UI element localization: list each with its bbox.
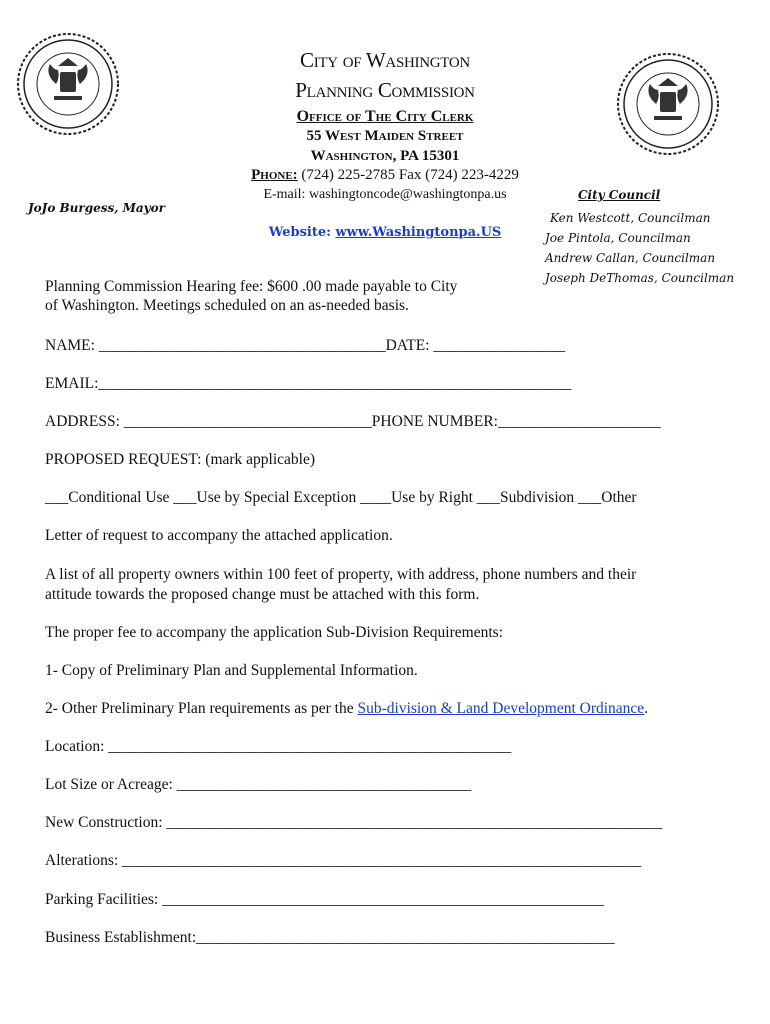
lot-size-field[interactable]: Lot Size or Acreage: ______________________________________ (45, 776, 472, 793)
alterations-field[interactable]: Alterations: ___________________________________________________________________ (45, 852, 642, 869)
city-seal-left (14, 30, 122, 138)
business-field[interactable]: Business Establishment:______________________________________________________ (45, 929, 615, 946)
street-address: 55 West Maiden Street (306, 128, 464, 144)
website-line (200, 225, 570, 240)
website-link[interactable]: www.Washingtonpa.US (335, 225, 502, 240)
fee-requirement: The proper fee to accompany the application Sub-Division Requirements: (45, 624, 503, 641)
letter-requirement: Letter of request to accompany the attached application. (45, 527, 393, 544)
owners-list-line-2: attitude towards the proposed change must be attached with this form. (45, 586, 480, 603)
fee-line-1: Planning Commission Hearing fee: $600 .00 made payable to City (45, 278, 458, 295)
phone-value: (724) 225-2785 Fax (724) 223-4229 (297, 167, 519, 183)
city-address: Washington, PA 15301 (310, 148, 460, 164)
mayor-name: JoJo Burgess, Mayor (28, 201, 165, 215)
parking-field[interactable]: Parking Facilities: _________________________________________________________ (45, 891, 604, 908)
office-name: Office of The City Clerk (296, 108, 474, 125)
location-field[interactable]: Location: ____________________________________________________ (45, 738, 512, 755)
name-date-field[interactable]: NAME: _____________________________________DATE: _________________ (45, 337, 566, 354)
new-construction-field[interactable]: New Construction: ________________________________________________________________ (45, 814, 663, 831)
ordinance-link[interactable]: Sub-division & Land Development Ordinance (357, 700, 645, 717)
council-member: Andrew Callan, Councilman (545, 251, 716, 265)
title-line-1: City of Washington (300, 48, 470, 72)
item-2-period: . (644, 700, 649, 717)
phone-label: Phone: (251, 167, 298, 183)
address-phone-field[interactable]: ADDRESS: ________________________________PHONE NUMBER:_____________________ (45, 413, 661, 430)
website-label: Website: (268, 225, 336, 240)
council-heading: City Council (578, 188, 661, 202)
title-line-2: Planning Commission (295, 78, 475, 102)
requirement-item-2 (45, 700, 648, 718)
requirement-item-1: 1- Copy of Preliminary Plan and Supplemental Information. (45, 662, 418, 679)
council-member: Joe Pintola, Councilman (545, 231, 691, 245)
owners-list-line-1: A list of all property owners within 100 feet of property, with address, phone numbers and their (45, 566, 637, 583)
email-line: E-mail: washingtoncode@washingtonpa.us (263, 187, 507, 202)
council-member: Joseph DeThomas, Councilman (545, 271, 735, 285)
city-seal-right (614, 50, 722, 158)
council-member: Ken Westcott, Councilman (550, 211, 711, 225)
item-2-text: 2- Other Preliminary Plan requirements as per the (45, 700, 358, 717)
fee-line-2: of Washington. Meetings scheduled on an as-needed basis. (45, 297, 409, 314)
request-options[interactable]: ___Conditional Use ___Use by Special Exception ____Use by Right ___Subdivision ___Other (45, 489, 637, 506)
proposed-request-heading: PROPOSED REQUEST: (mark applicable) (45, 451, 316, 468)
email-field[interactable]: EMAIL:_____________________________________________________________ (45, 375, 572, 392)
phone-line (180, 167, 590, 184)
